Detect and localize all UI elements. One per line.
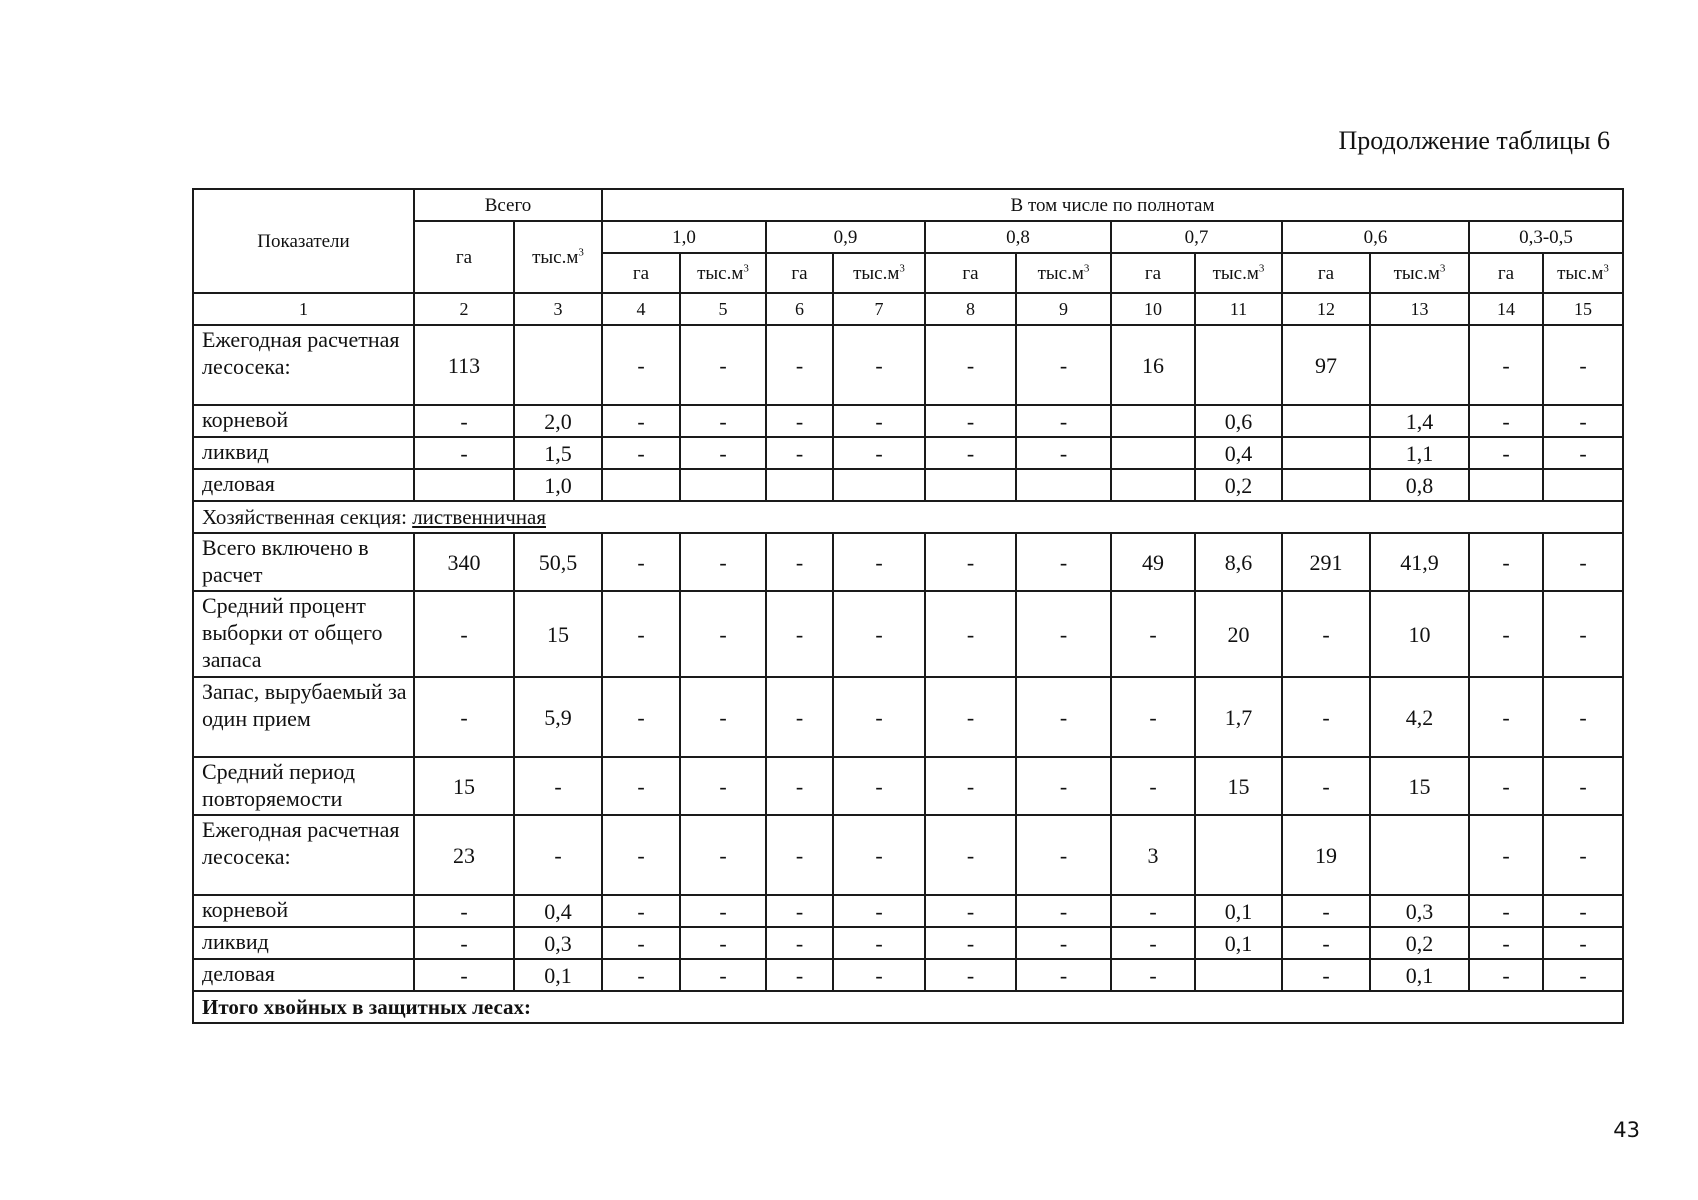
row-label: Ежегодная расчетная лесосека: — [193, 815, 414, 895]
unit-label: тыс.м — [1212, 262, 1259, 284]
table-cell: 41,9 — [1370, 533, 1469, 591]
table-cell: - — [833, 757, 925, 815]
column-number: 4 — [602, 293, 680, 325]
table-cell: - — [680, 405, 766, 437]
table-cell: - — [1111, 677, 1195, 757]
table-cell: 0,1 — [514, 959, 602, 991]
table-cell: 0,1 — [1370, 959, 1469, 991]
table-cell: - — [925, 757, 1016, 815]
table-cell — [766, 469, 833, 501]
row-label: Запас, вырубаемый за один прием — [193, 677, 414, 757]
header-by-density: В том числе по полнотам — [602, 189, 1623, 221]
header-density-4: 0,7 — [1111, 221, 1282, 253]
table-cell: - — [925, 677, 1016, 757]
table-cell — [925, 469, 1016, 501]
table-cell: - — [1282, 591, 1370, 677]
column-number: 15 — [1543, 293, 1623, 325]
header-density-1: 1,0 — [602, 221, 766, 253]
row-label: корневой — [193, 895, 414, 927]
table-cell — [1195, 815, 1282, 895]
table-cell: 0,6 — [1195, 405, 1282, 437]
table-cell: - — [680, 437, 766, 469]
table-cell: 0,4 — [514, 895, 602, 927]
table-row — [193, 927, 1623, 959]
table-cell: - — [680, 927, 766, 959]
table-cell — [833, 469, 925, 501]
table-cell: 0,4 — [1195, 437, 1282, 469]
table-cell: 1,4 — [1370, 405, 1469, 437]
unit-superscript: 3 — [1603, 262, 1609, 275]
header-density-3: 0,8 — [925, 221, 1111, 253]
table-cell: - — [1543, 533, 1623, 591]
table-cell: - — [1016, 959, 1111, 991]
table-cell: - — [602, 959, 680, 991]
unit-ha-header: га — [766, 253, 833, 293]
unit-label: тыс.м — [697, 262, 744, 284]
table-cell: - — [1469, 895, 1543, 927]
column-number: 10 — [1111, 293, 1195, 325]
unit-vol-header — [1195, 253, 1282, 293]
table-cell: - — [680, 325, 766, 405]
section-prefix: Хозяйственная секция: — [202, 504, 413, 529]
table-cell: 97 — [1282, 325, 1370, 405]
unit-vol-header — [680, 253, 766, 293]
table-cell — [602, 469, 680, 501]
table-cell: - — [925, 959, 1016, 991]
table-cell: - — [514, 757, 602, 815]
column-number: 3 — [514, 293, 602, 325]
unit-ha-header: га — [1111, 253, 1195, 293]
table-cell — [1282, 437, 1370, 469]
table-cell: - — [1469, 927, 1543, 959]
table-cell: - — [766, 677, 833, 757]
unit-vol-header — [1543, 253, 1623, 293]
table-cell: - — [414, 895, 514, 927]
unit-vol-header — [833, 253, 925, 293]
table-cell: 20 — [1195, 591, 1282, 677]
table-cell — [514, 325, 602, 405]
table-cell — [1195, 959, 1282, 991]
table-cell: 0,2 — [1370, 927, 1469, 959]
row-label: Всего включено в расчет — [193, 533, 414, 591]
unit-vol-header — [1016, 253, 1111, 293]
column-number: 8 — [925, 293, 1016, 325]
table-cell — [1469, 469, 1543, 501]
table-cell — [1370, 325, 1469, 405]
table-cell: - — [766, 591, 833, 677]
unit-ha-header: га — [1282, 253, 1370, 293]
table-cell: - — [1469, 325, 1543, 405]
table-cell: 8,6 — [1195, 533, 1282, 591]
table-cell: - — [925, 437, 1016, 469]
unit-label: тыс.м — [1393, 262, 1440, 284]
section-row — [193, 501, 1623, 533]
table-cell: 0,1 — [1195, 895, 1282, 927]
table-cell: - — [414, 959, 514, 991]
total-row-label: Итого хвойных в защитных лесах: — [193, 991, 1623, 1023]
table-cell: - — [1016, 591, 1111, 677]
table-cell: 1,7 — [1195, 677, 1282, 757]
table-cell: - — [602, 927, 680, 959]
column-number: 9 — [1016, 293, 1111, 325]
table-cell: 0,2 — [1195, 469, 1282, 501]
table-cell: 15 — [414, 757, 514, 815]
unit-vol-header — [1370, 253, 1469, 293]
table-cell: - — [833, 533, 925, 591]
total-row — [193, 991, 1623, 1023]
table-cell: - — [1282, 959, 1370, 991]
table-cell: 1,1 — [1370, 437, 1469, 469]
table-cell: - — [1469, 437, 1543, 469]
unit-ha-header: га — [602, 253, 680, 293]
table-cell — [1370, 815, 1469, 895]
table-cell: - — [766, 927, 833, 959]
unit-superscript: 3 — [1258, 262, 1265, 275]
table-cell — [1016, 469, 1111, 501]
unit-ha-header: га — [1469, 253, 1543, 293]
table-cell: - — [766, 533, 833, 591]
table-cell — [680, 469, 766, 501]
table-cell: 15 — [514, 591, 602, 677]
column-number: 12 — [1282, 293, 1370, 325]
table-cell: - — [833, 405, 925, 437]
table-cell: - — [602, 325, 680, 405]
unit-superscript: 3 — [1439, 262, 1446, 275]
table-cell: - — [602, 815, 680, 895]
table-row — [193, 895, 1623, 927]
table-cell: - — [1016, 405, 1111, 437]
table-cell: 4,2 — [1370, 677, 1469, 757]
unit-ha-header: га — [925, 253, 1016, 293]
table-cell: 50,5 — [514, 533, 602, 591]
table-cell: - — [1016, 533, 1111, 591]
table-cell — [1282, 469, 1370, 501]
header-density-5: 0,6 — [1282, 221, 1469, 253]
table-cell: - — [680, 677, 766, 757]
unit-label: тыс.м — [853, 262, 900, 284]
unit-label: тыс.м — [1557, 262, 1604, 284]
table-cell: - — [1016, 895, 1111, 927]
table-cell: - — [514, 815, 602, 895]
table-cell: - — [680, 757, 766, 815]
table-cell: - — [766, 895, 833, 927]
table-cell: - — [833, 815, 925, 895]
table-cell — [1195, 325, 1282, 405]
table-cell: - — [1543, 405, 1623, 437]
table-cell: - — [1469, 533, 1543, 591]
table-cell: - — [1016, 325, 1111, 405]
table-cell: - — [925, 927, 1016, 959]
column-number: 2 — [414, 293, 514, 325]
table-cell: - — [1469, 591, 1543, 677]
table-cell: - — [833, 591, 925, 677]
table-row — [193, 533, 1623, 591]
table-cell: 5,9 — [514, 677, 602, 757]
table-cell: - — [1543, 757, 1623, 815]
table-cell: - — [1016, 677, 1111, 757]
table-cell: - — [680, 591, 766, 677]
table-cell: - — [925, 895, 1016, 927]
table-cell: 0,3 — [1370, 895, 1469, 927]
table-cell: - — [766, 959, 833, 991]
table-cell: - — [1282, 677, 1370, 757]
row-label: Средний период повторяемости — [193, 757, 414, 815]
table-cell: - — [1111, 959, 1195, 991]
table-cell: 3 — [1111, 815, 1195, 895]
header-total-ha: га — [414, 221, 514, 293]
row-label: корневой — [193, 405, 414, 437]
table-cell: - — [1543, 927, 1623, 959]
table-cell: - — [925, 533, 1016, 591]
column-number: 1 — [193, 293, 414, 325]
table-cell — [1111, 405, 1195, 437]
table-cell: - — [1469, 959, 1543, 991]
section-name: лиственничная — [412, 504, 547, 529]
table-cell: - — [602, 405, 680, 437]
header-density-6: 0,3-0,5 — [1469, 221, 1623, 253]
table-cell: - — [833, 927, 925, 959]
header-indicators: Показатели — [193, 189, 414, 293]
table-cell: - — [1543, 815, 1623, 895]
table-cell: - — [1543, 437, 1623, 469]
table-cell: 16 — [1111, 325, 1195, 405]
unit-label: тыс.м — [1037, 262, 1084, 284]
forest-cutting-table — [192, 188, 1624, 1024]
row-label: Средний процент выборки от общего запаса — [193, 591, 414, 677]
table-cell: - — [414, 927, 514, 959]
table-cell: - — [1111, 895, 1195, 927]
table-cell: - — [833, 959, 925, 991]
table-cell: - — [1282, 927, 1370, 959]
table-cell: - — [1016, 757, 1111, 815]
table-cell: - — [1469, 757, 1543, 815]
table-cell: - — [1111, 927, 1195, 959]
table-cell: - — [1111, 757, 1195, 815]
table-row — [193, 469, 1623, 501]
table-cell: 15 — [1370, 757, 1469, 815]
unit-superscript: 3 — [899, 262, 905, 275]
column-number: 5 — [680, 293, 766, 325]
table-cell: - — [833, 677, 925, 757]
table-cell: - — [1282, 895, 1370, 927]
table-cell: - — [680, 959, 766, 991]
table-row — [193, 405, 1623, 437]
table-cell — [1282, 405, 1370, 437]
unit-superscript: 3 — [743, 262, 749, 275]
row-label: Ежегодная расчетная лесосека: — [193, 325, 414, 405]
column-number: 11 — [1195, 293, 1282, 325]
table-cell: 49 — [1111, 533, 1195, 591]
table-row — [193, 437, 1623, 469]
column-number: 14 — [1469, 293, 1543, 325]
column-number: 7 — [833, 293, 925, 325]
table-cell: 2,0 — [514, 405, 602, 437]
header-density-2: 0,9 — [766, 221, 925, 253]
table-cell: - — [602, 677, 680, 757]
table-cell — [1111, 469, 1195, 501]
table-cell: - — [1543, 959, 1623, 991]
table-cell: - — [925, 325, 1016, 405]
table-cell: - — [680, 895, 766, 927]
unit-superscript: 3 — [1083, 262, 1090, 275]
table-cell: 1,5 — [514, 437, 602, 469]
table-cell: 291 — [1282, 533, 1370, 591]
unit-superscript: 3 — [578, 246, 584, 259]
table-cell: 340 — [414, 533, 514, 591]
table-body — [193, 189, 1623, 1023]
table-cell: - — [602, 757, 680, 815]
column-number: 13 — [1370, 293, 1469, 325]
table-cell: 1,0 — [514, 469, 602, 501]
table-row — [193, 677, 1623, 757]
table-cell: - — [1469, 677, 1543, 757]
table-cell: - — [414, 591, 514, 677]
table-row — [193, 815, 1623, 895]
table-cell: - — [766, 757, 833, 815]
table-cell: - — [680, 533, 766, 591]
table-cell: 15 — [1195, 757, 1282, 815]
table-row — [193, 325, 1623, 405]
header-total: Всего — [414, 189, 602, 221]
table-cell: - — [766, 325, 833, 405]
table-cell: - — [925, 405, 1016, 437]
table-cell: - — [414, 437, 514, 469]
section-label — [193, 501, 1623, 533]
table-cell: - — [1016, 815, 1111, 895]
table-cell: - — [833, 437, 925, 469]
table-cell: 0,8 — [1370, 469, 1469, 501]
page-number: 43 — [1613, 1118, 1640, 1142]
table-cell: - — [766, 815, 833, 895]
table-cell: - — [1543, 325, 1623, 405]
row-label: ликвид — [193, 927, 414, 959]
unit-label: тыс.м — [532, 246, 579, 268]
table-cell: - — [602, 437, 680, 469]
table-cell: - — [414, 677, 514, 757]
table-cell: - — [1469, 405, 1543, 437]
table-row — [193, 757, 1623, 815]
table-cell: - — [833, 895, 925, 927]
table-cell: - — [1543, 591, 1623, 677]
table-cell: - — [925, 591, 1016, 677]
table-caption: Продолжение таблицы 6 — [1338, 126, 1610, 155]
table-cell — [414, 469, 514, 501]
table-row — [193, 591, 1623, 677]
table-cell: 0,1 — [1195, 927, 1282, 959]
table-cell: - — [766, 405, 833, 437]
table-cell: - — [1543, 895, 1623, 927]
table-cell: - — [1016, 437, 1111, 469]
table-cell: - — [833, 325, 925, 405]
table-cell: - — [602, 895, 680, 927]
row-label: деловая — [193, 469, 414, 501]
table-cell: - — [766, 437, 833, 469]
table-cell: 23 — [414, 815, 514, 895]
table-cell: - — [925, 815, 1016, 895]
table-cell: 113 — [414, 325, 514, 405]
table-cell: - — [602, 533, 680, 591]
row-label: ликвид — [193, 437, 414, 469]
table-cell: - — [1469, 815, 1543, 895]
table-cell — [1543, 469, 1623, 501]
column-number: 6 — [766, 293, 833, 325]
table-cell: - — [1543, 677, 1623, 757]
table-cell — [1111, 437, 1195, 469]
table-cell: - — [1282, 757, 1370, 815]
table-cell: 10 — [1370, 591, 1469, 677]
table-cell: - — [414, 405, 514, 437]
table-cell: 19 — [1282, 815, 1370, 895]
table-cell: - — [1016, 927, 1111, 959]
table-cell: - — [1111, 591, 1195, 677]
table-row — [193, 959, 1623, 991]
header-total-vol — [514, 221, 602, 293]
table-cell: - — [602, 591, 680, 677]
row-label: деловая — [193, 959, 414, 991]
table-cell: 0,3 — [514, 927, 602, 959]
table-cell: - — [680, 815, 766, 895]
